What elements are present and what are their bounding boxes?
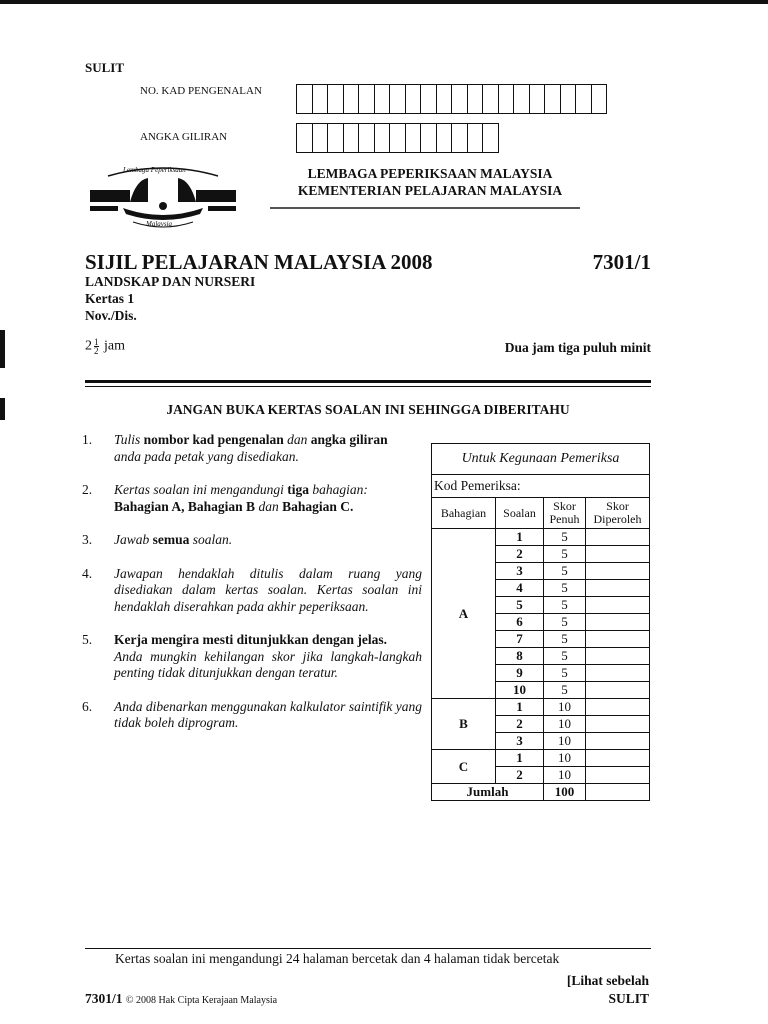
question-number: 1: [496, 699, 544, 716]
examiner-table: [431, 443, 650, 801]
duration-fraction: $\frac{1}{2}$: [94, 337, 99, 356]
exam-board-name: LEMBAGA PEPERIKSAAN MALAYSIA: [307, 166, 553, 181]
page-count-note: Kertas soalan ini mengandungi 24 halaman bercetak dan 4 halaman tidak bercetak: [115, 951, 560, 966]
score-cell[interactable]: [586, 767, 650, 784]
warning-notice: JANGAN BUKA KERTAS SOALAN INI SEHINGGA DIBERITAHU: [166, 402, 570, 417]
full-score: 5: [544, 580, 586, 597]
col-skor-diperoleh: Skor Diperoleh: [586, 498, 650, 529]
instructions-list: [82, 432, 422, 749]
candidate-number-boxes[interactable]: [296, 123, 499, 153]
subject-block: [85, 273, 255, 324]
total-score-cell[interactable]: [586, 784, 650, 801]
subject-name: LANDSKAP DAN NURSERI: [85, 274, 256, 289]
instruction-item: 5. Kerja mengira mesti ditunjukkan dengan jelas. Anda mungkin kehilangan skor jika langkah-langkah penting tidak ditunjukkan dengan teratur.: [82, 632, 422, 680]
score-cell[interactable]: [586, 614, 650, 631]
section-c-label: C: [432, 750, 496, 784]
exam-board-heading: [265, 165, 595, 199]
full-score: 5: [544, 665, 586, 682]
full-score: 5: [544, 529, 586, 546]
examiner-table-title: Untuk Kegunaan Pemeriksa: [432, 444, 650, 475]
footer-divider: [85, 948, 651, 949]
question-number: 7: [496, 631, 544, 648]
score-cell[interactable]: [586, 699, 650, 716]
total-label: Jumlah: [432, 784, 544, 801]
duration-whole: 2: [85, 338, 92, 354]
score-cell[interactable]: [586, 546, 650, 563]
question-number: 2: [496, 767, 544, 784]
sulit-footer: SULIT: [608, 991, 649, 1006]
full-score: 5: [544, 563, 586, 580]
score-cell[interactable]: [586, 580, 650, 597]
score-cell[interactable]: [586, 682, 650, 699]
full-score: 5: [544, 597, 586, 614]
score-cell[interactable]: [586, 665, 650, 682]
score-cell[interactable]: [586, 716, 650, 733]
divider-thin: [85, 386, 651, 387]
paper-code: 7301/1: [592, 250, 651, 274]
duration: [85, 338, 125, 355]
col-bahagian: Bahagian: [432, 498, 496, 529]
section-a-label: A: [432, 529, 496, 699]
question-number: 5: [496, 597, 544, 614]
total-full-score: 100: [544, 784, 586, 801]
question-number: 3: [496, 733, 544, 750]
instruction-item: 1. Tulis nombor kad pengenalan dan angka giliran anda pada petak yang disediakan.: [82, 432, 388, 464]
examiner-code-field[interactable]: Kod Pemeriksa:: [432, 475, 650, 498]
full-score: 5: [544, 631, 586, 648]
col-skor-penuh: Skor Penuh: [544, 498, 586, 529]
score-cell[interactable]: [586, 733, 650, 750]
full-score: 10: [544, 750, 586, 767]
question-number: 8: [496, 648, 544, 665]
divider-thick: [85, 380, 651, 383]
instruction-item: 4. Jawapan hendaklah ditulis dalam ruang yang disediakan dalam kertas soalan. Kertas soalan ini hendaklah diserahkan pada akhir peperiksaan.: [82, 565, 422, 614]
footer-code: 7301/1 © 2008 Hak Cipta Kerajaan Malaysia: [85, 991, 278, 1006]
score-cell[interactable]: [586, 750, 650, 767]
ic-number-boxes[interactable]: [296, 84, 607, 114]
logo-text-top: Lembaga Peperiksaan: [123, 166, 186, 174]
exam-session: Nov./Dis.: [85, 308, 137, 323]
question-number: 1: [496, 529, 544, 546]
paper-number: Kertas 1: [85, 291, 135, 306]
full-score: 10: [544, 716, 586, 733]
full-score: 10: [544, 699, 586, 716]
ic-number-label: NO. KAD PENGENALAN: [140, 85, 262, 97]
sulit-header: SULIT: [85, 60, 125, 75]
exam-title: SIJIL PELAJARAN MALAYSIA 2008: [85, 250, 433, 274]
duration-words: Dua jam tiga puluh minit: [504, 340, 651, 355]
full-score: 10: [544, 767, 586, 784]
duration-unit: jam: [104, 338, 125, 354]
lembaga-peperiksaan-logo: [88, 162, 238, 234]
see-next-page: [Lihat sebelah: [566, 973, 649, 988]
question-number: 2: [496, 716, 544, 733]
scan-top-border: [0, 0, 768, 4]
instruction-item: 6. Anda dibenarkan menggunakan kalkulator saintifik yang tidak boleh diprogram.: [82, 698, 422, 730]
full-score: 5: [544, 614, 586, 631]
question-number: 6: [496, 614, 544, 631]
section-b-label: B: [432, 699, 496, 750]
col-soalan: Soalan: [496, 498, 544, 529]
scan-edge-mark: [0, 398, 5, 420]
logo-text-bottom: Malaysia: [146, 220, 173, 228]
copyright: © 2008 Hak Cipta Kerajaan Malaysia: [125, 995, 278, 1006]
ministry-name: KEMENTERIAN PELAJARAN MALAYSIA: [297, 183, 563, 198]
question-number: 9: [496, 665, 544, 682]
full-score: 10: [544, 733, 586, 750]
score-cell[interactable]: [586, 563, 650, 580]
score-cell[interactable]: [586, 648, 650, 665]
candidate-number-label: ANGKA GILIRAN: [140, 131, 228, 143]
instruction-item: 2. Kertas soalan ini mengandungi tiga bahagian: Bahagian A, Bahagian B dan Bahagian C.: [82, 482, 368, 514]
instruction-item: 3. Jawab semua soalan.: [82, 532, 233, 547]
question-number: 1: [496, 750, 544, 767]
full-score: 5: [544, 546, 586, 563]
score-cell[interactable]: [586, 631, 650, 648]
full-score: 5: [544, 682, 586, 699]
full-score: 5: [544, 648, 586, 665]
question-number: 4: [496, 580, 544, 597]
question-number: 3: [496, 563, 544, 580]
score-cell[interactable]: [586, 529, 650, 546]
question-number: 2: [496, 546, 544, 563]
heading-underline: [270, 207, 580, 209]
score-cell[interactable]: [586, 597, 650, 614]
scan-edge-mark: [0, 330, 5, 368]
question-number: 10: [496, 682, 544, 699]
